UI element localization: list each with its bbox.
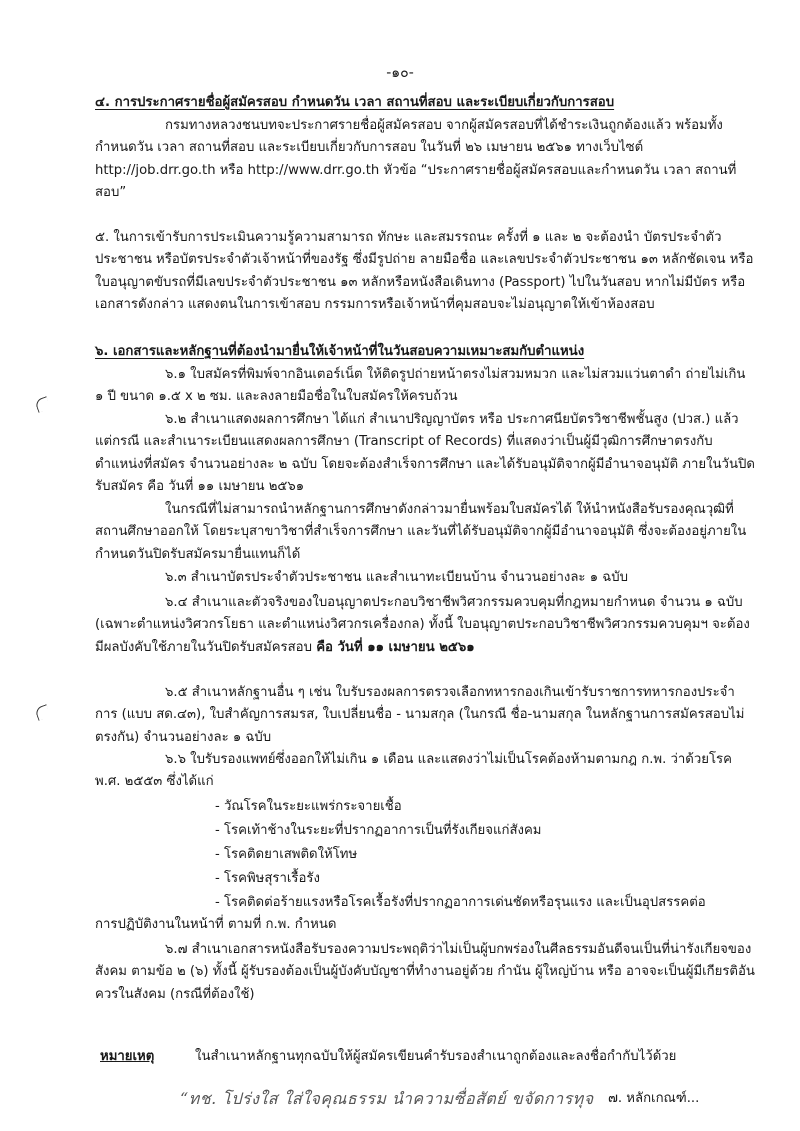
item-6-1: ๖.๑ ใบสมัครที่พิมพ์จากอินเตอร์เน็ต ให้ติดรูปถ่ายหน้าตรงไม่สวมหมวก และไม่สวมแว่นตาดำ ถ่ายไม่เกิน ๑ ปี ขนาด ๑.๕ x ๒ ซม. และลงลายมือชื่อในใบสมัครให้ครบถ้วน (95, 367, 746, 405)
item-6-6: ๖.๖ ใบรับรองแพทย์ซึ่งออกให้ไม่เกิน ๑ เดือน และแสดงว่าไม่เป็นโรคต้องห้ามตามกฎ ก.พ. ว่าด้วยโรค พ.ศ. ๒๕๕๓ ซึ่งได้แก่ (95, 752, 732, 790)
section-4-body: กรมทางหลวงชนบทจะประกาศรายชื่อผู้สมัครสอบ จากผู้สมัครสอบที่ได้ชำระเงินถูกต้องแล้ว พร้อมทั้งกำหนดวัน เวลา สถานที่สอบ และระเบียบเกี่ยวกับการสอบ ในวันที่ ๒๖ เมษายน ๒๕๖๑ ทางเว็บไซต์ http://job.drr.go.th หรือ http://www.drr.go.th หัวข้อ “ประกาศรายชื่อผู้สมัครสอบและกำหนดวัน เวลา สถานที่สอบ” (95, 118, 737, 201)
disease-item: - โรคเท้าช้างในระยะที่ปรากฏอาการเป็นที่รังเกียจแก่สังคม (215, 823, 542, 838)
item-6-5: ๖.๕ สำเนาหลักฐานอื่น ๆ เช่น ใบรับรองผลการตรวจเลือกทหารกองเกินเข้ารับราชการทหารกองประจำการ (แบบ สด.๔๓), ใบสำคัญการสมรส, ใบเปลี่ยนชื่อ - นามสกุล (ในกรณี ชื่อ-นามสกุล ในหลักฐานการสมัครสอบไม่ตรงกัน) จำนวนอย่างละ ๑ ฉบับ (95, 685, 745, 745)
item-6-3: ๖.๓ สำเนาบัตรประจำตัวประชาชน และสำเนาทะเบียนบ้าน จำนวนอย่างละ ๑ ฉบับ (165, 570, 628, 585)
item-6-2-note: ในกรณีที่ไม่สามารถนำหลักฐานการศึกษาดังกล่าวมายื่นพร้อมใบสมัครได้ ให้นำหนังสือรับรองคุณวุฒิที่สถานศึกษาออกให้ โดยระบุสาขาวิชาที่สำเร็จการศึกษา และวันที่ได้รับอนุมัติจากผู้มีอำนาจอนุมัติ ซึ่งจะต้องอยู่ภายในกำหนดวันปิดรับสมัครมายื่นแทนก็ได้ (95, 502, 747, 562)
section-6-heading: ๖. เอกสารและหลักฐานที่ต้องนำมายื่นให้เจ้าหน้าที่ในวันสอบความเหมาะสมกับตำแหน่ง (95, 344, 585, 359)
disease-item: - วัณโรคในระยะแพร่กระจายเชื้อ (215, 799, 402, 814)
item-6-7: ๖.๗ สำเนาเอกสารหนังสือรับรองความประพฤติว่าไม่เป็นผู้บกพร่องในศีลธรรมอันดีจนเป็นที่น่ารังเกียจของสังคม ตามข้อ ๒ (๖) ทั้งนี้ ผู้รับรองต้องเป็นผู้บังคับบัญชาที่ทำงานอยู่ด้วย กำนัน ผู้ใหญ่บ้าน หรือ อาจจะเป็นผู้มีเกียรติอันควรในสังคม (กรณีที่ต้องใช้) (95, 942, 755, 1002)
hole-punch-mark (34, 704, 51, 721)
item-6-4 (95, 592, 755, 659)
disease-item: - โรคติดยาเสพติดให้โทษ (215, 847, 358, 862)
item-6-4-deadline: คือ วันที่ ๑๑ เมษายน ๒๕๖๑ (316, 639, 475, 655)
section-4-heading: ๔. การประกาศรายชื่อผู้สมัครสอบ กำหนดวัน เวลา สถานที่สอบ และระเบียบเกี่ยวกับการสอบ (95, 95, 615, 110)
note-label: หมายเหตุ (100, 1049, 155, 1064)
section-5: ๕. ในการเข้ารับการประเมินความรู้ความสามารถ ทักษะ และสมรรถนะ ครั้งที่ ๑ และ ๒ จะต้องนำ บัตรประจำตัวประชาชน หรือบัตรประจำตัวเจ้าหน้าที่ของรัฐ ซึ่งมีรูปถ่าย ลายมือชื่อ และเลขประจำตัวประชาชน ๑๓ หลักชัดเจน หรือ ใบอนุญาตขับรถที่มีเลขประจำตัวประชาชน ๑๓ หลักหรือหนังสือเดินทาง (Passport) ไปในวันสอบ หากไม่มีบัตร หรือเอกสารดังกล่าว แสดงตนในการเข้าสอบ กรรมการหรือเจ้าหน้าที่คุมสอบจะไม่อนุญาตให้เข้าห้องสอบ (95, 230, 754, 313)
item-6-4-text: ๖.๔ สำเนาและตัวจริงของใบอนุญาตประกอบวิชาชีพวิศวกรรมควบคุมที่กฎหมายกำหนด จำนวน ๑ ฉบับ (เฉพาะตำแหน่งวิศวกรโยธา และตำแหน่งวิศวกรเครื่องกล) ทั้งนี้ ใบอนุญาตประกอบวิชาชีพวิศวกรรมควบคุมฯ จะต้องมีผลบังคับใช้ภายในวันปิดรับสมัครสอบ (95, 595, 750, 655)
hole-punch-mark (34, 396, 51, 413)
disease-item-tail: การปฏิบัติงานในหน้าที่ ตามที่ ก.พ. กำหนด (95, 917, 337, 932)
item-6-2: ๖.๒ สำเนาแสดงผลการศึกษา ได้แก่ สำเนาปริญญาบัตร หรือ ประกาศนียบัตรวิชาชีพชั้นสูง (ปวส.) แล้วแต่กรณี และสำเนาระเบียนแสดงผลการศึกษา (Transcript of Records) ที่แสดงว่าเป็นผู้มีวุฒิการศึกษาตรงกับตำแหน่งที่สมัคร จำนวนอย่างละ ๒ ฉบับ โดยจะต้องสำเร็จการศึกษา และได้รับอนุมัติจากผู้มีอำนาจอนุมัติ ภายในวันปิดรับสมัคร คือ วันที่ ๑๑ เมษายน ๒๕๖๑ (95, 412, 755, 495)
disease-item: - โรคติดต่อร้ายแรงหรือโรคเรื้อรังที่ปรากฏอาการเด่นชัดหรือรุนแรง และเป็นอุปสรรคต่อ (215, 895, 706, 910)
note-text: ในสำเนาหลักฐานทุกฉบับให้ผู้สมัครเขียนคำรับรองสำเนาถูกต้องและลงชื่อกำกับไว้ด้วย (195, 1049, 677, 1064)
page-number: -๑๐- (386, 65, 414, 81)
footer-slogan: “ทช. โปร่งใส ใส่ใจคุณธรรม นำความซื่อสัตย์ ขจัดการทุจ (180, 1089, 594, 1108)
section-6-heading-line (95, 341, 755, 363)
disease-item: - โรคพิษสุราเรื้อรัง (215, 871, 320, 886)
section-4 (95, 92, 755, 114)
continued-marker: ๗. หลักเกณฑ์... (608, 1091, 700, 1106)
